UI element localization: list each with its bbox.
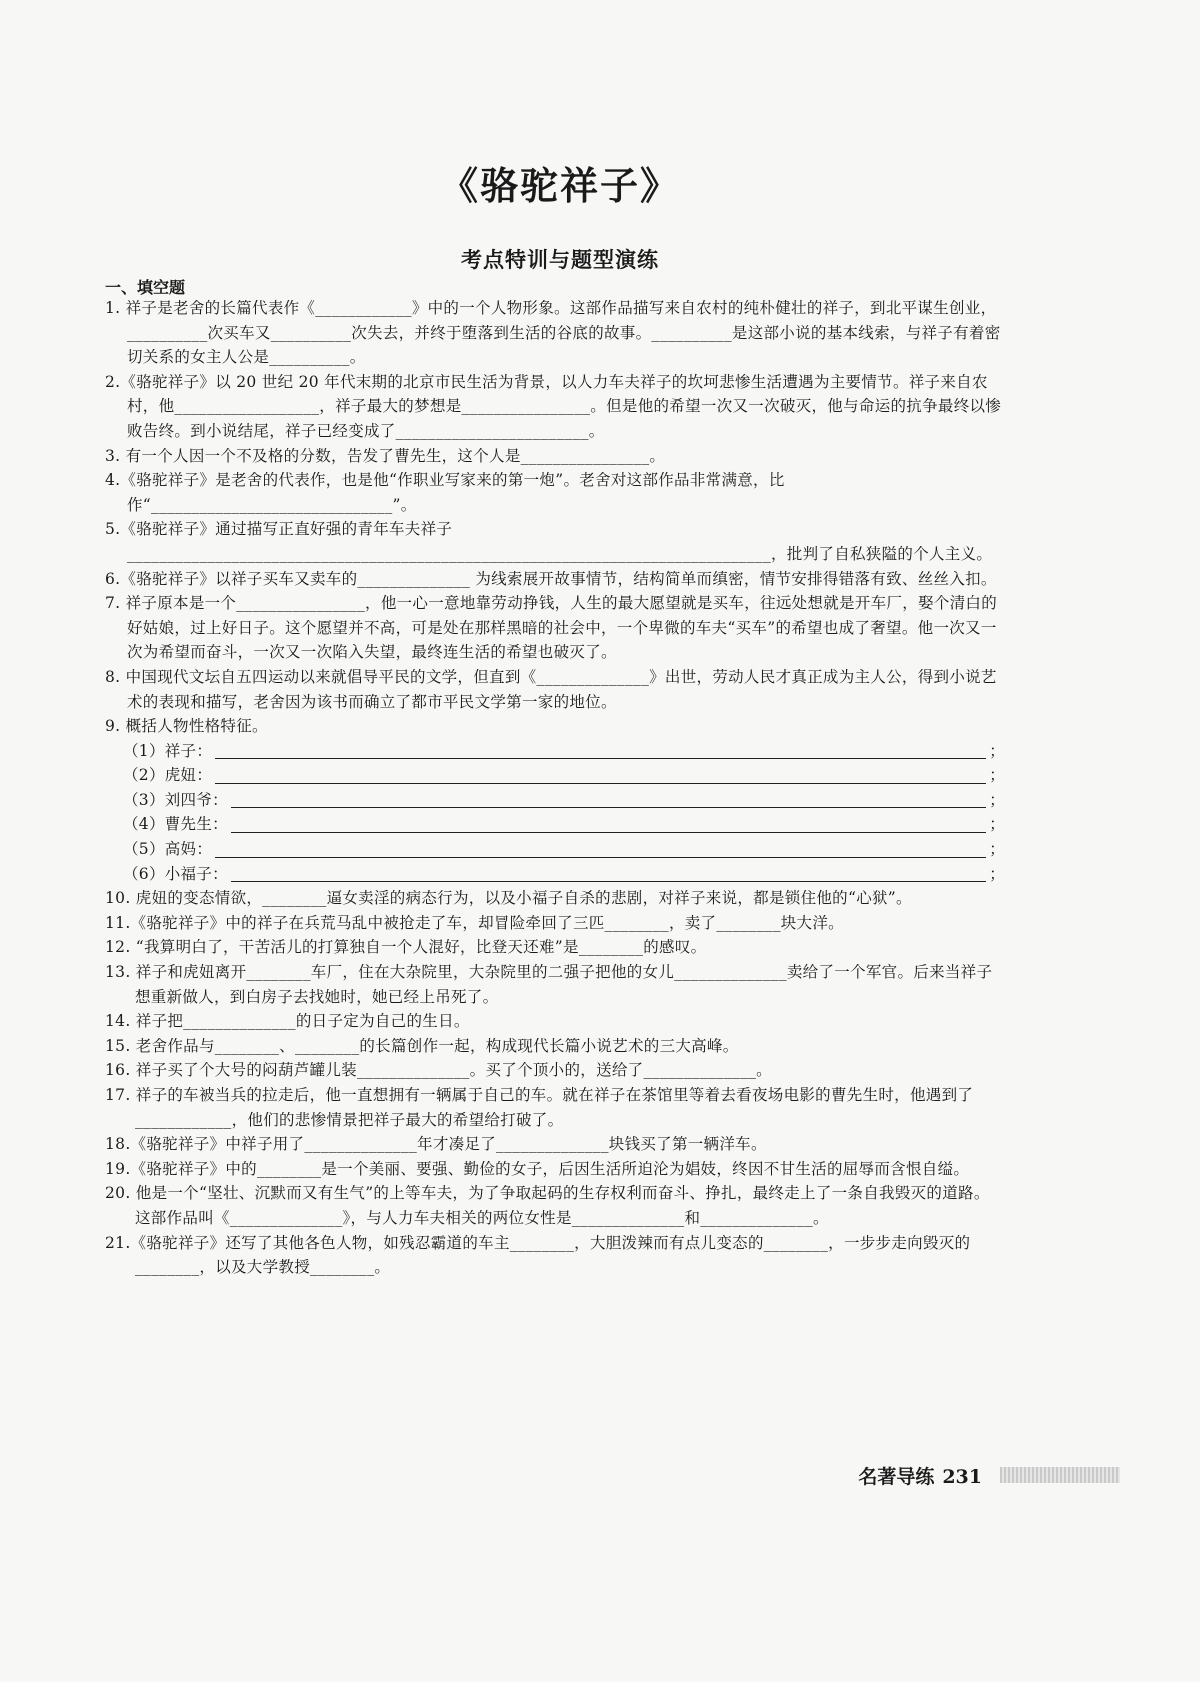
question-8: 8. 中国现代文坛自五四运动以来就倡导平民的文学，但直到《______________》出世，劳动人民才真正成为主人公，得到小说艺术的表现和描写，老舍因为该书而确立了都市平民文学第一家的地位。	[105, 667, 997, 711]
question-11: 11.《骆驼祥子》中的祥子在兵荒马乱中被抢走了车，却冒险牵回了三匹________，卖了________块大洋。	[105, 913, 844, 932]
q9-item-end: ；	[989, 766, 1005, 785]
question-3: 3. 有一个人因一个不及格的分数，告发了曹先生，这个人是________________。	[105, 446, 666, 465]
question-10: 10. 虎妞的变态情欲，________逼女卖淫的病态行为，以及小福子自杀的悲剧，对祥子来说，都是锁住他的“心狱”。	[105, 889, 912, 908]
q9-item-caoxiansheng	[105, 812, 1005, 837]
answer-line[interactable]	[215, 766, 986, 784]
q9-item-label: （5）高妈：	[123, 840, 213, 859]
part-title: 一、填空题	[105, 278, 186, 297]
q9-item-liusiye	[105, 788, 1005, 813]
question-9: 9. 概括人物性格特征。	[105, 717, 268, 736]
question-list	[105, 296, 1005, 1280]
q9-item-label: （6）小福子：	[123, 864, 228, 883]
q9-item-label: （2）虎妞：	[123, 766, 213, 785]
q9-item-xiaofuzi	[105, 862, 1005, 887]
question-7: 7. 祥子原本是一个________________，他一心一意地靠劳动挣钱，人生的最大愿望就是买车，往远处想就是开车厂，娶个清白的好姑娘，过上好日子。这个愿望并不高，可是处在那样黑暗的社会中，一个卑微的车夫“买车”的希望也成了奢望。他一次又一次为希望而奋斗，一次又一次陷入失望，最终连生活的希望也破灭了。	[105, 594, 998, 662]
page-title: 《骆驼祥子》	[439, 164, 680, 208]
page-number: 231	[942, 1466, 982, 1488]
question-17: 17. 祥子的车被当兵的拉走后，他一直想拥有一辆属于自己的车。就在祥子在茶馆里等着去看夜场电影的曹先生时，他遇到了____________，他们的悲惨情景把祥子最大的希望给打破了。	[105, 1086, 974, 1129]
q9-item-xiangzi	[105, 739, 1005, 764]
q9-item-huniu	[105, 763, 1005, 788]
answer-line[interactable]	[231, 815, 986, 833]
question-15: 15. 老舍作品与________、________的长篇创作一起，构成现代长篇小说艺术的三大高峰。	[105, 1036, 739, 1055]
q9-item-gaoma	[105, 837, 1005, 862]
q9-item-end: ；	[989, 815, 1005, 834]
q9-item-end: ；	[989, 840, 1005, 859]
q9-item-label: （3）刘四爷：	[123, 790, 228, 809]
q9-item-label: （1）祥子：	[123, 741, 213, 760]
page-footer	[858, 1462, 982, 1489]
footer-label: 名著导练	[858, 1466, 935, 1488]
question-20: 20. 他是一个“坚壮、沉默而又有生气”的上等车夫，为了争取起码的生存权利而奋斗、挣扎，最终走上了一条自我毁灭的道路。这部作品叫《______________》，与人力车夫相关的两位女性是______________和______________。	[105, 1184, 990, 1227]
question-21: 21.《骆驼祥子》还写了其他各色人物，如残忍霸道的车主________，大胆泼辣而有点儿变态的________，一步步走向毁灭的________，以及大学教授________。	[105, 1233, 971, 1277]
question-2: 2.《骆驼祥子》以 20 世纪 20 年代末期的北京市民生活为背景，以人力车夫祥子的坎坷悲惨生活遭遇为主要情节。祥子来自农村，他__________________，祥子最大的梦想是________________。但是他的希望一次又一次破灭，他与命运的抗争最终以惨败告终。到小说结尾，祥子已经变成了________________________。	[105, 372, 1002, 440]
q9-item-label: （4）曹先生：	[123, 815, 228, 834]
q9-item-end: ；	[989, 790, 1005, 809]
question-19: 19.《骆驼祥子》中的________是一个美丽、要强、勤俭的女子，后因生活所迫沦为娼妓，终因不甘生活的屈辱而含恨自缢。	[105, 1159, 970, 1178]
question-18: 18.《骆驼祥子》中祥子用了______________年才凑足了______________块钱买了第一辆洋车。	[105, 1135, 767, 1154]
answer-line[interactable]	[215, 741, 986, 759]
section-title: 考点特训与题型演练	[461, 248, 659, 272]
answer-line[interactable]	[215, 840, 986, 858]
question-13: 13. 祥子和虎妞离开________车厂，住在大杂院里，大杂院里的二强子把他的女儿______________卖给了一个军官。后来当祥子想重新做人，到白房子去找她时，她已经上吊死了。	[105, 963, 993, 1006]
q9-item-end: ；	[989, 864, 1005, 883]
question-12: 12. “我算明白了，干苦活儿的打算独自一个人混好，比登天还难”是________的感叹。	[105, 938, 707, 957]
q9-item-end: ；	[989, 741, 1005, 760]
question-4: 4.《骆驼祥子》是老舍的代表作，也是他“作职业写家来的第一炮”。老舍对这部作品非常满意，比作“______________________________”。	[105, 471, 785, 514]
answer-line[interactable]	[231, 864, 986, 882]
question-5: 5.《骆驼祥子》通过描写正直好强的青年车夫祥子________________________________________________________________________________，批判了自私狭隘的个人主义。	[105, 520, 993, 563]
answer-line[interactable]	[231, 790, 986, 808]
question-16: 16. 祥子买了个大号的闷葫芦罐儿装______________。买了个顶小的，送给了______________。	[105, 1061, 772, 1080]
footer-decoration	[1000, 1467, 1120, 1483]
question-14: 14. 祥子把______________的日子定为自己的生日。	[105, 1012, 470, 1031]
question-6: 6.《骆驼祥子》以祥子买车又卖车的______________ 为线索展开故事情节，结构简单而缜密，情节安排得错落有致、丝丝入扣。	[105, 569, 997, 588]
question-1: 1. 祥子是老舍的长篇代表作《____________》中的一个人物形象。这部作品描写来自农村的纯朴健壮的祥子，到北平谋生创业，__________次买车又__________次失去，并终于堕落到生活的谷底的故事。__________是这部小说的基本线索，与祥子有着密切关系的女主人公是__________。	[105, 299, 1001, 367]
